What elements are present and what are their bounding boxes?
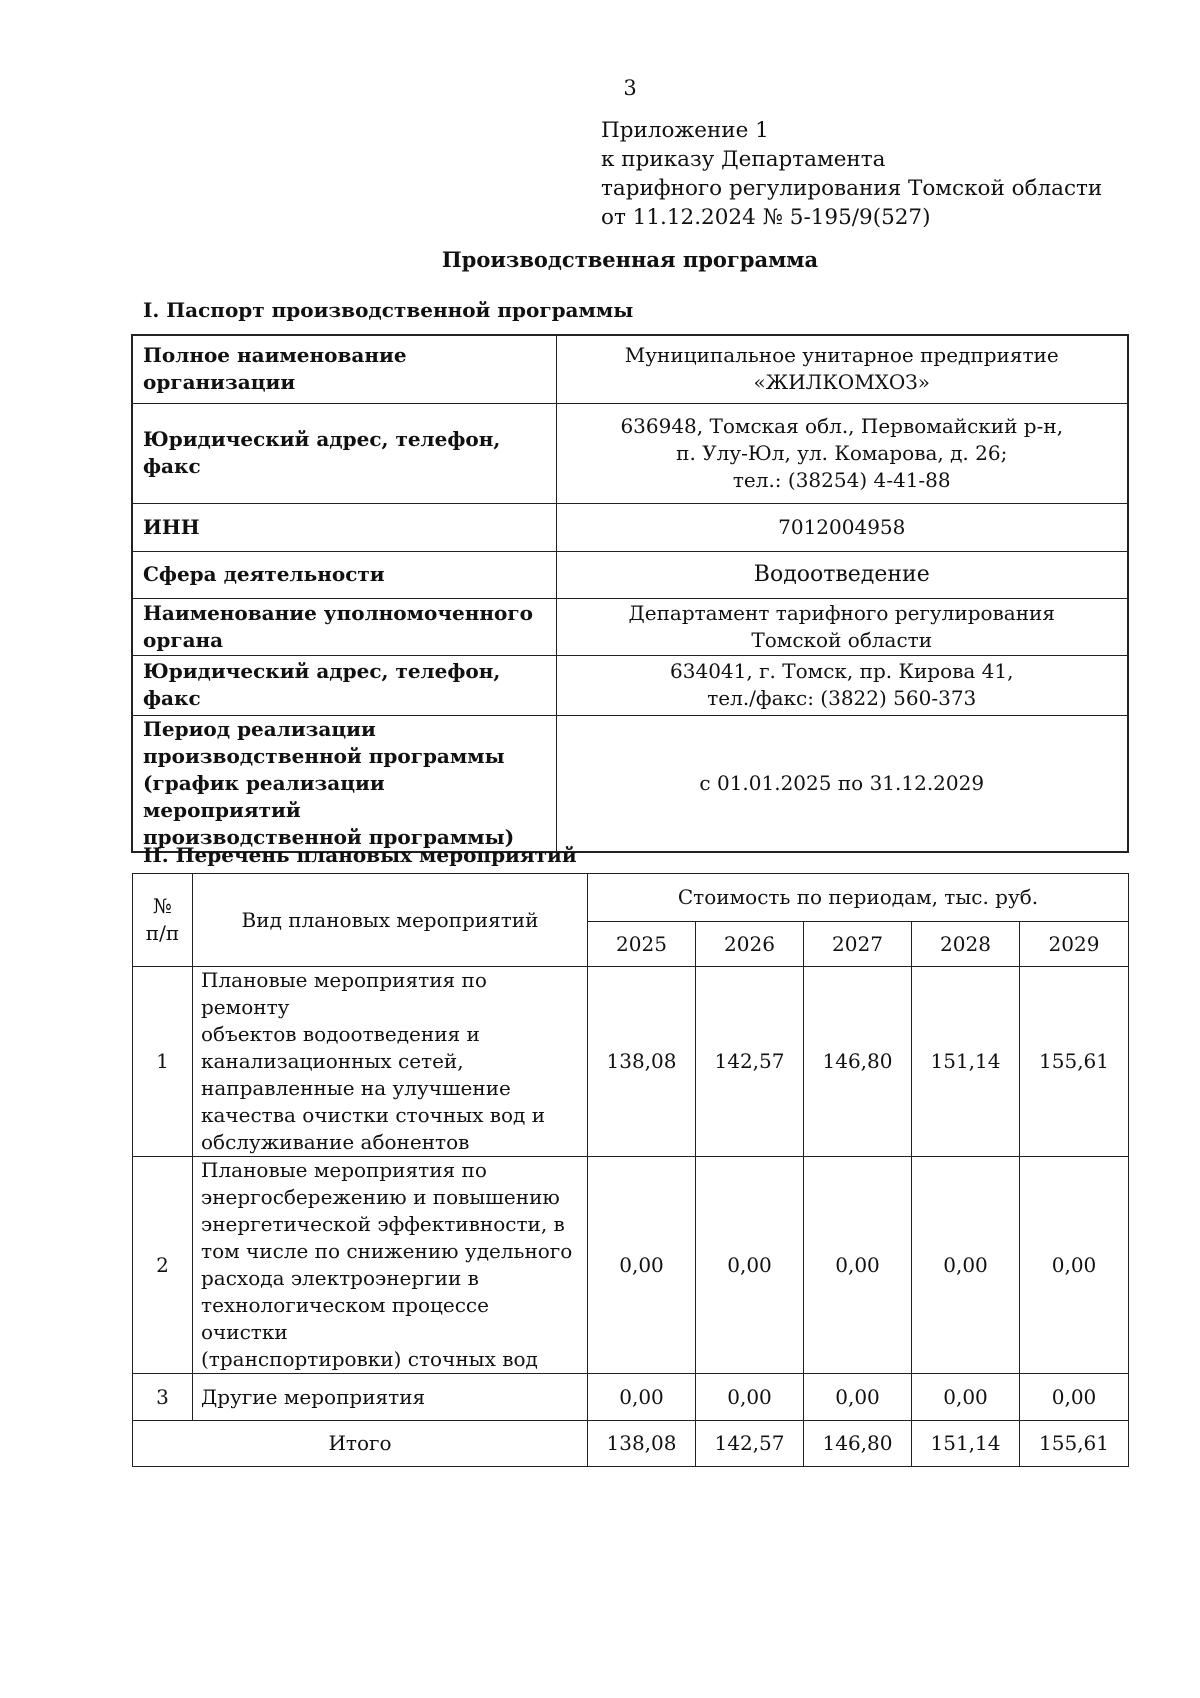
- value-line: Муниципальное унитарное предприятие: [624, 343, 1059, 368]
- column-header-cost: Стоимость по периодам, тыс. руб.: [588, 874, 1129, 922]
- description-line: том числе по снижению удельного: [201, 1239, 573, 1263]
- table-total-row: [133, 1421, 1129, 1467]
- cost-cell: 138,08: [588, 967, 696, 1157]
- row-number: 2: [133, 1157, 193, 1374]
- passport-value: [556, 403, 1128, 503]
- cost-cell: 0,00: [696, 1374, 804, 1421]
- cost-cell: 0,00: [912, 1374, 1020, 1421]
- cost-cell: 0,00: [804, 1157, 912, 1374]
- table-row: [132, 503, 1128, 551]
- passport-label: [132, 655, 556, 715]
- total-cell: 138,08: [588, 1421, 696, 1467]
- value-line: 634041, г. Томск, пр. Кирова 41,: [670, 659, 1014, 683]
- value-line: Водоотведение: [753, 562, 930, 587]
- column-header-number: [133, 874, 193, 967]
- label-line: Наименование уполномоченного: [143, 600, 533, 625]
- total-cell: 142,57: [696, 1421, 804, 1467]
- value-line: тел.: (38254) 4-41-88: [732, 467, 951, 492]
- row-description: [193, 967, 588, 1157]
- cost-cell: 0,00: [588, 1374, 696, 1421]
- table-row: [132, 655, 1128, 715]
- header-line: п/п: [145, 921, 180, 945]
- passport-label: [132, 551, 556, 598]
- passport-label: [132, 403, 556, 503]
- description-line: объектов водоотведения и: [201, 1022, 480, 1046]
- label-line: органа: [143, 627, 224, 652]
- cost-cell: 155,61: [1020, 967, 1129, 1157]
- row-description: [193, 1157, 588, 1374]
- description-line: обслуживание абонентов: [201, 1130, 470, 1154]
- cost-cell: 146,80: [804, 967, 912, 1157]
- column-header-type: Вид плановых мероприятий: [193, 874, 588, 967]
- row-description: [193, 1374, 588, 1421]
- passport-label: [132, 503, 556, 551]
- table-row: [132, 598, 1128, 655]
- description-line: направленные на улучшение: [201, 1076, 511, 1100]
- cost-cell: 0,00: [696, 1157, 804, 1374]
- row-number: 3: [133, 1374, 193, 1421]
- passport-label: [132, 335, 556, 403]
- passport-value: [556, 551, 1128, 598]
- value-line: 7012004958: [778, 514, 906, 539]
- description-line: Плановые мероприятия по: [201, 1158, 487, 1182]
- table-row: [132, 715, 1128, 852]
- description-line: энергосбережению и повышению: [201, 1185, 560, 1209]
- value-line: «ЖИЛКОМХОЗ»: [753, 370, 931, 395]
- label-line: (график реализации мероприятий: [143, 770, 385, 822]
- column-header-year: 2029: [1020, 922, 1129, 967]
- cost-cell: 142,57: [696, 967, 804, 1157]
- description-line: Другие мероприятия: [201, 1384, 426, 1409]
- description-line: технологическом процессе очистки: [201, 1293, 489, 1344]
- appendix-block: [601, 116, 1161, 232]
- header-line: №: [153, 894, 172, 918]
- description-line: качества очистки сточных вод и: [201, 1103, 546, 1127]
- description-line: канализационных сетей,: [201, 1049, 464, 1073]
- table-row: [132, 335, 1128, 403]
- value-line: тел./факс: (3822) 560-373: [707, 686, 977, 710]
- section-1-heading: I. Паспорт производственной программы: [143, 298, 634, 322]
- description-line: энергетической эффективности, в: [201, 1212, 565, 1236]
- description-line: (транспортировки) сточных вод: [201, 1347, 538, 1371]
- passport-label: [132, 598, 556, 655]
- cost-cell: 151,14: [912, 967, 1020, 1157]
- description-line: Плановые мероприятия по ремонту: [201, 968, 487, 1019]
- value-line: Томской области: [751, 627, 933, 652]
- table-row: [133, 1157, 1129, 1374]
- passport-value: [556, 503, 1128, 551]
- cost-cell: 0,00: [804, 1374, 912, 1421]
- table-header-row: [133, 874, 1129, 922]
- cost-cell: 0,00: [588, 1157, 696, 1374]
- label-line: Юридический адрес, телефон, факс: [143, 427, 501, 478]
- section-2-heading: II. Перечень плановых мероприятий: [143, 843, 577, 867]
- value-line: с 01.01.2025 по 31.12.2029: [699, 770, 985, 795]
- table-row: [133, 1374, 1129, 1421]
- table-row: [133, 967, 1129, 1157]
- passport-label: [132, 715, 556, 852]
- page-number: 3: [623, 76, 637, 100]
- value-line: Департамент тарифного регулирования: [628, 600, 1056, 625]
- appendix-line: от 11.12.2024 № 5-195/9(527): [601, 205, 931, 230]
- passport-value: [556, 715, 1128, 852]
- column-header-year: 2028: [912, 922, 1020, 967]
- cost-cell: 0,00: [1020, 1374, 1129, 1421]
- label-line: Полное наименование организации: [143, 343, 407, 395]
- table-row: [132, 403, 1128, 503]
- passport-table: [131, 334, 1129, 853]
- description-line: расхода электроэнергии в: [201, 1266, 479, 1290]
- table-row: [132, 551, 1128, 598]
- column-header-year: 2025: [588, 922, 696, 967]
- document-title: Производственная программа: [441, 247, 819, 272]
- label-line: производственной программы: [143, 743, 505, 768]
- appendix-line: тарифного регулирования Томской области: [601, 176, 1103, 201]
- cost-cell: 0,00: [1020, 1157, 1129, 1374]
- passport-value: [556, 598, 1128, 655]
- cost-cell: 0,00: [912, 1157, 1020, 1374]
- label-line: Юридический адрес, телефон, факс: [143, 659, 501, 710]
- measures-table: [132, 873, 1129, 1467]
- label-line: Сфера деятельности: [143, 562, 385, 586]
- label-line: ИНН: [143, 514, 200, 539]
- total-cell: 146,80: [804, 1421, 912, 1467]
- total-cell: 155,61: [1020, 1421, 1129, 1467]
- column-header-year: 2027: [804, 922, 912, 967]
- label-line: производственной программы): [143, 824, 515, 849]
- label-line: Период реализации: [143, 716, 376, 741]
- value-line: 636948, Томская обл., Первомайский р-н,: [620, 413, 1064, 438]
- passport-value: [556, 335, 1128, 403]
- appendix-line: Приложение 1: [601, 118, 769, 143]
- row-number: 1: [133, 967, 193, 1157]
- value-line: п. Улу-Юл, ул. Комарова, д. 26;: [676, 440, 1008, 465]
- column-header-year: 2026: [696, 922, 804, 967]
- total-label: Итого: [133, 1421, 588, 1467]
- total-cell: 151,14: [912, 1421, 1020, 1467]
- appendix-line: к приказу Департамента: [601, 147, 886, 172]
- passport-value: [556, 655, 1128, 715]
